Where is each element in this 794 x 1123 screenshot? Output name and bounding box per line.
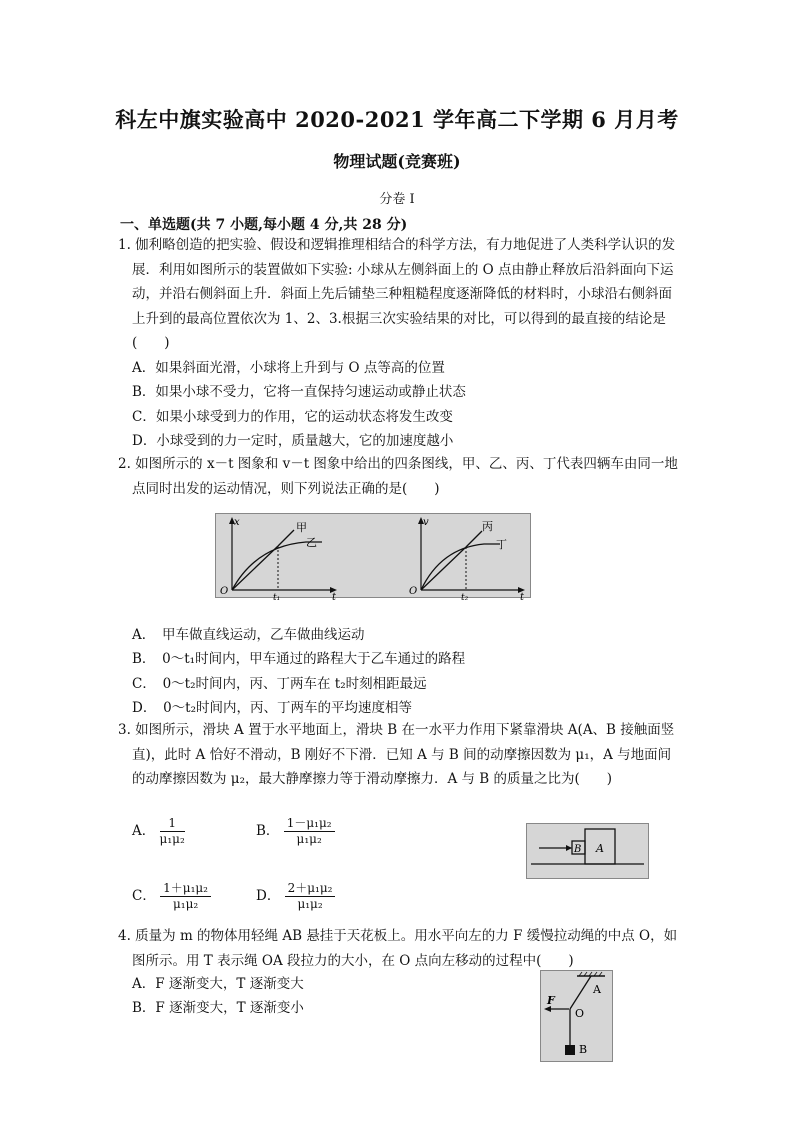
fraction xyxy=(160,881,211,912)
question-1 xyxy=(118,233,684,454)
label-a: A xyxy=(596,842,604,855)
section-label: 分卷 I xyxy=(379,192,415,207)
graph1-label-yi: 乙 xyxy=(306,536,317,549)
part1-heading: 一、单选题(共 7 小题,每小题 4 分,共 28 分) xyxy=(120,217,408,233)
question-4-option-a: A．F 逐渐变大，T 逐渐变大 xyxy=(132,976,304,992)
rope-oa xyxy=(570,976,591,1009)
label-f: F xyxy=(547,994,555,1007)
question-2-option-d: D． 0～t₂时间内，丙、丁两车的平均速度相等 xyxy=(132,700,412,717)
question-1-option-d: D．小球受到的力一定时，质量越大，它的加速度越小 xyxy=(132,433,454,450)
line-bing xyxy=(421,547,466,590)
question-2-options xyxy=(118,623,684,721)
denominator: μ₁μ₂ xyxy=(296,832,322,846)
graph2-label-ding: 丁 xyxy=(496,538,507,551)
question-2 xyxy=(118,452,684,501)
label-o: O xyxy=(575,1007,585,1020)
question-2-graphs-svg xyxy=(216,514,530,603)
question-1-option-a: A．如果斜面光滑，小球将上升到与 O 点等高的位置 xyxy=(132,359,445,376)
question-3-option-c xyxy=(132,881,211,912)
fraction xyxy=(160,816,185,847)
question-2-option-c: C． 0～t₂时间内，丙、丁两车在 t₂时刻相距最远 xyxy=(132,675,427,692)
question-1-option-b: B．如果小球不受力，它将一直保持匀速运动或静止状态 xyxy=(132,384,466,401)
exam-title: 科左中旗实验高中 2020-2021 学年高二下学期 6 月月考 xyxy=(115,107,679,132)
question-1-stem: 1. 伽利略创造的把实验、假设和逻辑推理相结合的科学方法，有力地促进了人类科学认识的发展．利用如图所示的装置做如下实验: 小球从左侧斜面上的 O 点由静止释放后沿斜面向下运动，并沿右侧斜面上升．斜面上先后铺垫三种粗糙程度逐渐降低的材料时，小球沿右侧斜面上升到的最高位置依次为 1、2、3.根据三次实验结果的对比，可以得到的最直接的结论是( ) xyxy=(118,237,676,352)
exam-subtitle: 物理试题(竞赛班) xyxy=(333,152,461,171)
graph2-origin: O xyxy=(409,586,418,597)
question-3-stem: 3. 如图所示，滑块 A 置于水平地面上，滑块 B 在一水平力作用下紧靠滑块 A(A、B 接触面竖直)，此时 A 恰好不滑动，B 刚好不下滑．已知 A 与 B 间的动摩擦因数为 μ₁，A 与地面间的动摩擦因数为 μ₂，最大静摩擦力等于滑动摩擦力．A 与 B 的质量之比为( ) xyxy=(118,722,675,788)
curve-yi xyxy=(232,542,322,590)
graph1-label-jia: 甲 xyxy=(296,521,307,534)
question-2-graphs xyxy=(215,513,531,603)
line-jia xyxy=(232,546,278,590)
question-3-option-b xyxy=(256,816,335,847)
option-label: B． xyxy=(256,823,280,839)
option-label: D． xyxy=(256,888,281,904)
question-3-option-a xyxy=(132,816,185,847)
question-2-option-b: B． 0～t₁时间内，甲车通过的路程大于乙车通过的路程 xyxy=(132,651,466,668)
label-b: B xyxy=(579,1043,588,1056)
question-1-option-c: C．如果小球受到力的作用，它的运动状态将发生改变 xyxy=(132,408,453,425)
fraction xyxy=(285,881,336,912)
question-3-figure xyxy=(526,823,649,879)
mass-block xyxy=(565,1045,575,1055)
graph1-origin: O xyxy=(220,586,229,597)
question-3-option-d xyxy=(256,881,335,912)
graph2-tick: t₂ xyxy=(461,593,469,603)
graph1-tick: t₁ xyxy=(273,593,281,603)
graph-v-t xyxy=(409,517,525,603)
label-a: A xyxy=(593,983,601,996)
graph2-y-label: v xyxy=(423,517,429,528)
question-4-option-b: B．F 逐渐变大，T 逐渐变小 xyxy=(132,1000,304,1017)
question-4-figure xyxy=(540,970,613,1062)
question-4-options xyxy=(118,972,512,1021)
question-4 xyxy=(118,924,684,973)
question-3 xyxy=(118,718,684,792)
graph-x-t xyxy=(220,517,337,603)
graph1-x-label: t xyxy=(332,592,337,603)
option-label: A． xyxy=(132,823,156,839)
question-2-stem: 2. 如图所示的 x－t 图象和 v－t 图象中给出的四条图线，甲、乙、丙、丁代表四辆车由同一地点同时出发的运动情况，则下列说法正确的是( ) xyxy=(118,456,678,497)
numerator: 1 xyxy=(160,816,185,832)
fraction xyxy=(284,816,335,847)
question-2-option-a: A． 甲车做直线运动，乙车做曲线运动 xyxy=(132,627,365,643)
graph2-x-label: t xyxy=(520,592,525,603)
numerator: 1－μ₁μ₂ xyxy=(284,816,335,832)
question-4-stem: 4. 质量为 m 的物体用轻绳 AB 悬挂于天花板上。用水平向左的力 F 缓慢拉动绳的中点 O，如图所示。用 T 表示绳 OA 段拉力的大小，在 O 点向左移动的过程中( ) xyxy=(118,928,678,969)
question-4-figure-svg xyxy=(541,971,612,1061)
curve-ding xyxy=(421,544,500,590)
denominator: μ₁μ₂ xyxy=(172,897,199,911)
numerator: 2＋μ₁μ₂ xyxy=(285,881,336,897)
graph1-y-label: x xyxy=(234,517,240,528)
denominator: μ₁μ₂ xyxy=(297,897,323,911)
denominator: μ₁μ₂ xyxy=(159,832,185,846)
numerator: 1＋μ₁μ₂ xyxy=(160,881,211,897)
option-label: C． xyxy=(132,888,156,904)
question-3-figure-svg xyxy=(527,824,648,878)
label-b: B xyxy=(574,844,582,855)
graph2-label-bing: 丙 xyxy=(482,520,493,533)
